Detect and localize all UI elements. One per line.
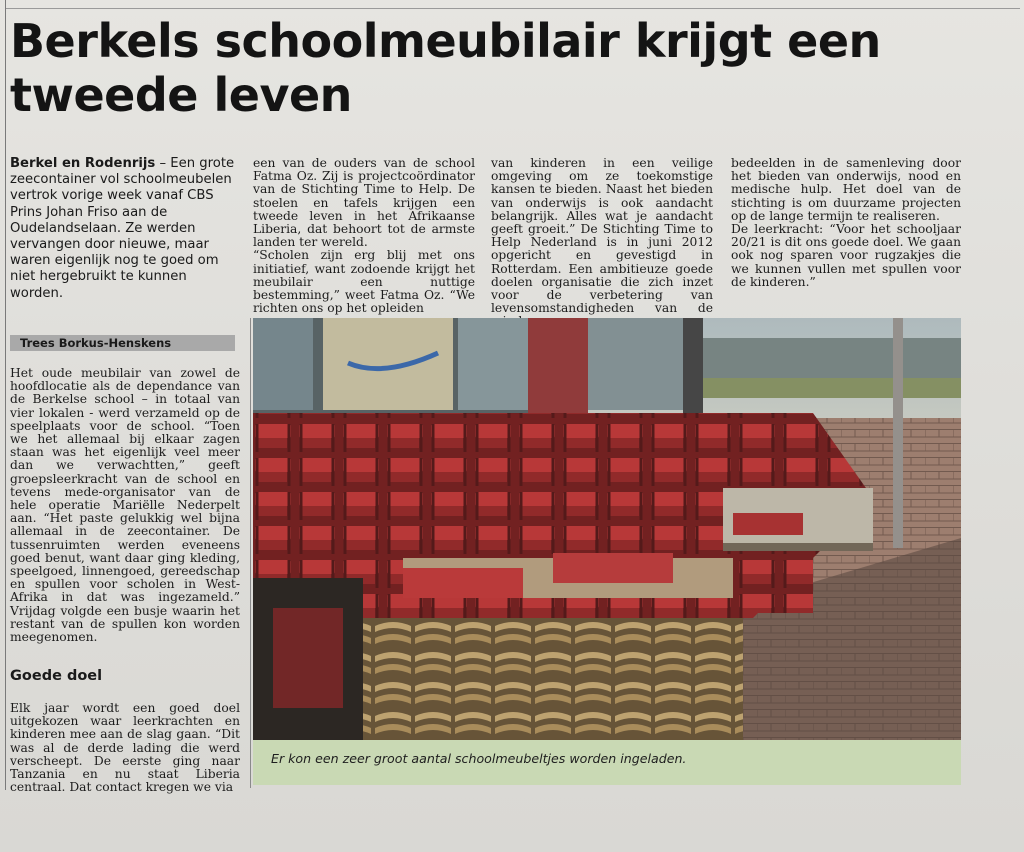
article-photo	[253, 318, 961, 740]
article-lede	[10, 156, 238, 302]
lede-text: – Een grote zeecontainer vol schoolmeubelen vertrok vorige week vanaf CBS Prins Johan Friso aan de Oudelandselaan. Ze werden vervangen door nieuwe, maar waren eigenlijk nog te goed om niet hergebruikt te kunnen worden.	[10, 156, 235, 301]
photo-caption: Er kon een zeer groot aantal schoolmeubeltjes worden ingeladen.	[253, 740, 961, 785]
column-4: bedeelden in de samenleving door het bieden van onderwijs, nood en medische hulp. Het doel van de stichting is om duurzame projecten op de lange termijn te realiseren. De leerkracht: “Voor het schooljaar 20/21 is dit ons goede doel. We gaan ook nog sparen voor rugzakjes die we kunnen vullen met spullen voor de kinderen.”	[731, 156, 961, 289]
column-1-paragraph-2: Elk jaar wordt een goed doel uitgekozen waar leerkrachten en kinderen mee aan de slag gaan. “Dit was al de derde lading die werd verscheept. De eerste ging naar Tanzania en nu staat Liberia centraal. Dat contact kregen we via	[10, 701, 240, 795]
top-rule	[5, 8, 1020, 9]
left-rule	[5, 0, 6, 790]
column-1-continued	[10, 702, 240, 794]
author-byline: Trees Borkus-Henskens	[10, 335, 235, 351]
section-subhead: Goede doel	[10, 668, 103, 684]
photo-divider	[250, 318, 251, 788]
lede-dateline: Berkel en Rodenrijs	[10, 156, 156, 171]
school-furniture-photo	[253, 318, 961, 740]
column-1-paragraph-1: Het oude meubilair van zowel de hoofdlocatie als de dependance van de Berkelse school – in totaal van vier lokalen - werd verzameld op de speelplaats voor de school. “Toen we het allemaal bij elkaar zagen staan was het eigenlijk veel meer dan we verwachtten,” geeft groepsleerkracht van de school en tevens mede-organisator van de hele operatie Mariëlle Nederpelt aan. “Het paste gelukkig wel bijna allemaal in de zeecontainer. De tussenruimten werden eveneens goed benut, want daar ging kleding, speelgoed, linnengoed, gereedschap en spullen voor scholen in West-Afrika in dat was ingezameld.” Vrijdag volgde een busje waarin het restant van de spullen kon worden meegenomen.	[10, 366, 240, 645]
article-headline: Berkels schoolmeubilair krijgt een tweede leven	[10, 14, 881, 122]
column-1	[10, 367, 240, 644]
column-2: een van de ouders van de school Fatma Oz. Zij is projectcoördinator van de Stichting Time to Help. De stoelen en tafels krijgen een tweede leven in het Afrikaanse Liberia, dat behoort tot de armste landen ter wereld. “Scholen zijn erg blij met ons initiatief, want zodoende krijgt het meubilair een nuttige bestemming,” weet Fatma Oz. “We richten ons op het opleiden	[253, 156, 475, 316]
column-3: van kinderen in een veilige omgeving om ze toekomstige kansen te bieden. Naast het bieden van onderwijs is ook aandacht belangrijk. Alles wat je aandacht geeft groeit.” De Stichting Time to Help Nederland is in juni 2012 opgericht en gevestigd in Rotterdam. Een ambitieuze goede doelen organisatie die zich inzet voor de verbetering van levensomstandigheden van de	[491, 156, 713, 316]
